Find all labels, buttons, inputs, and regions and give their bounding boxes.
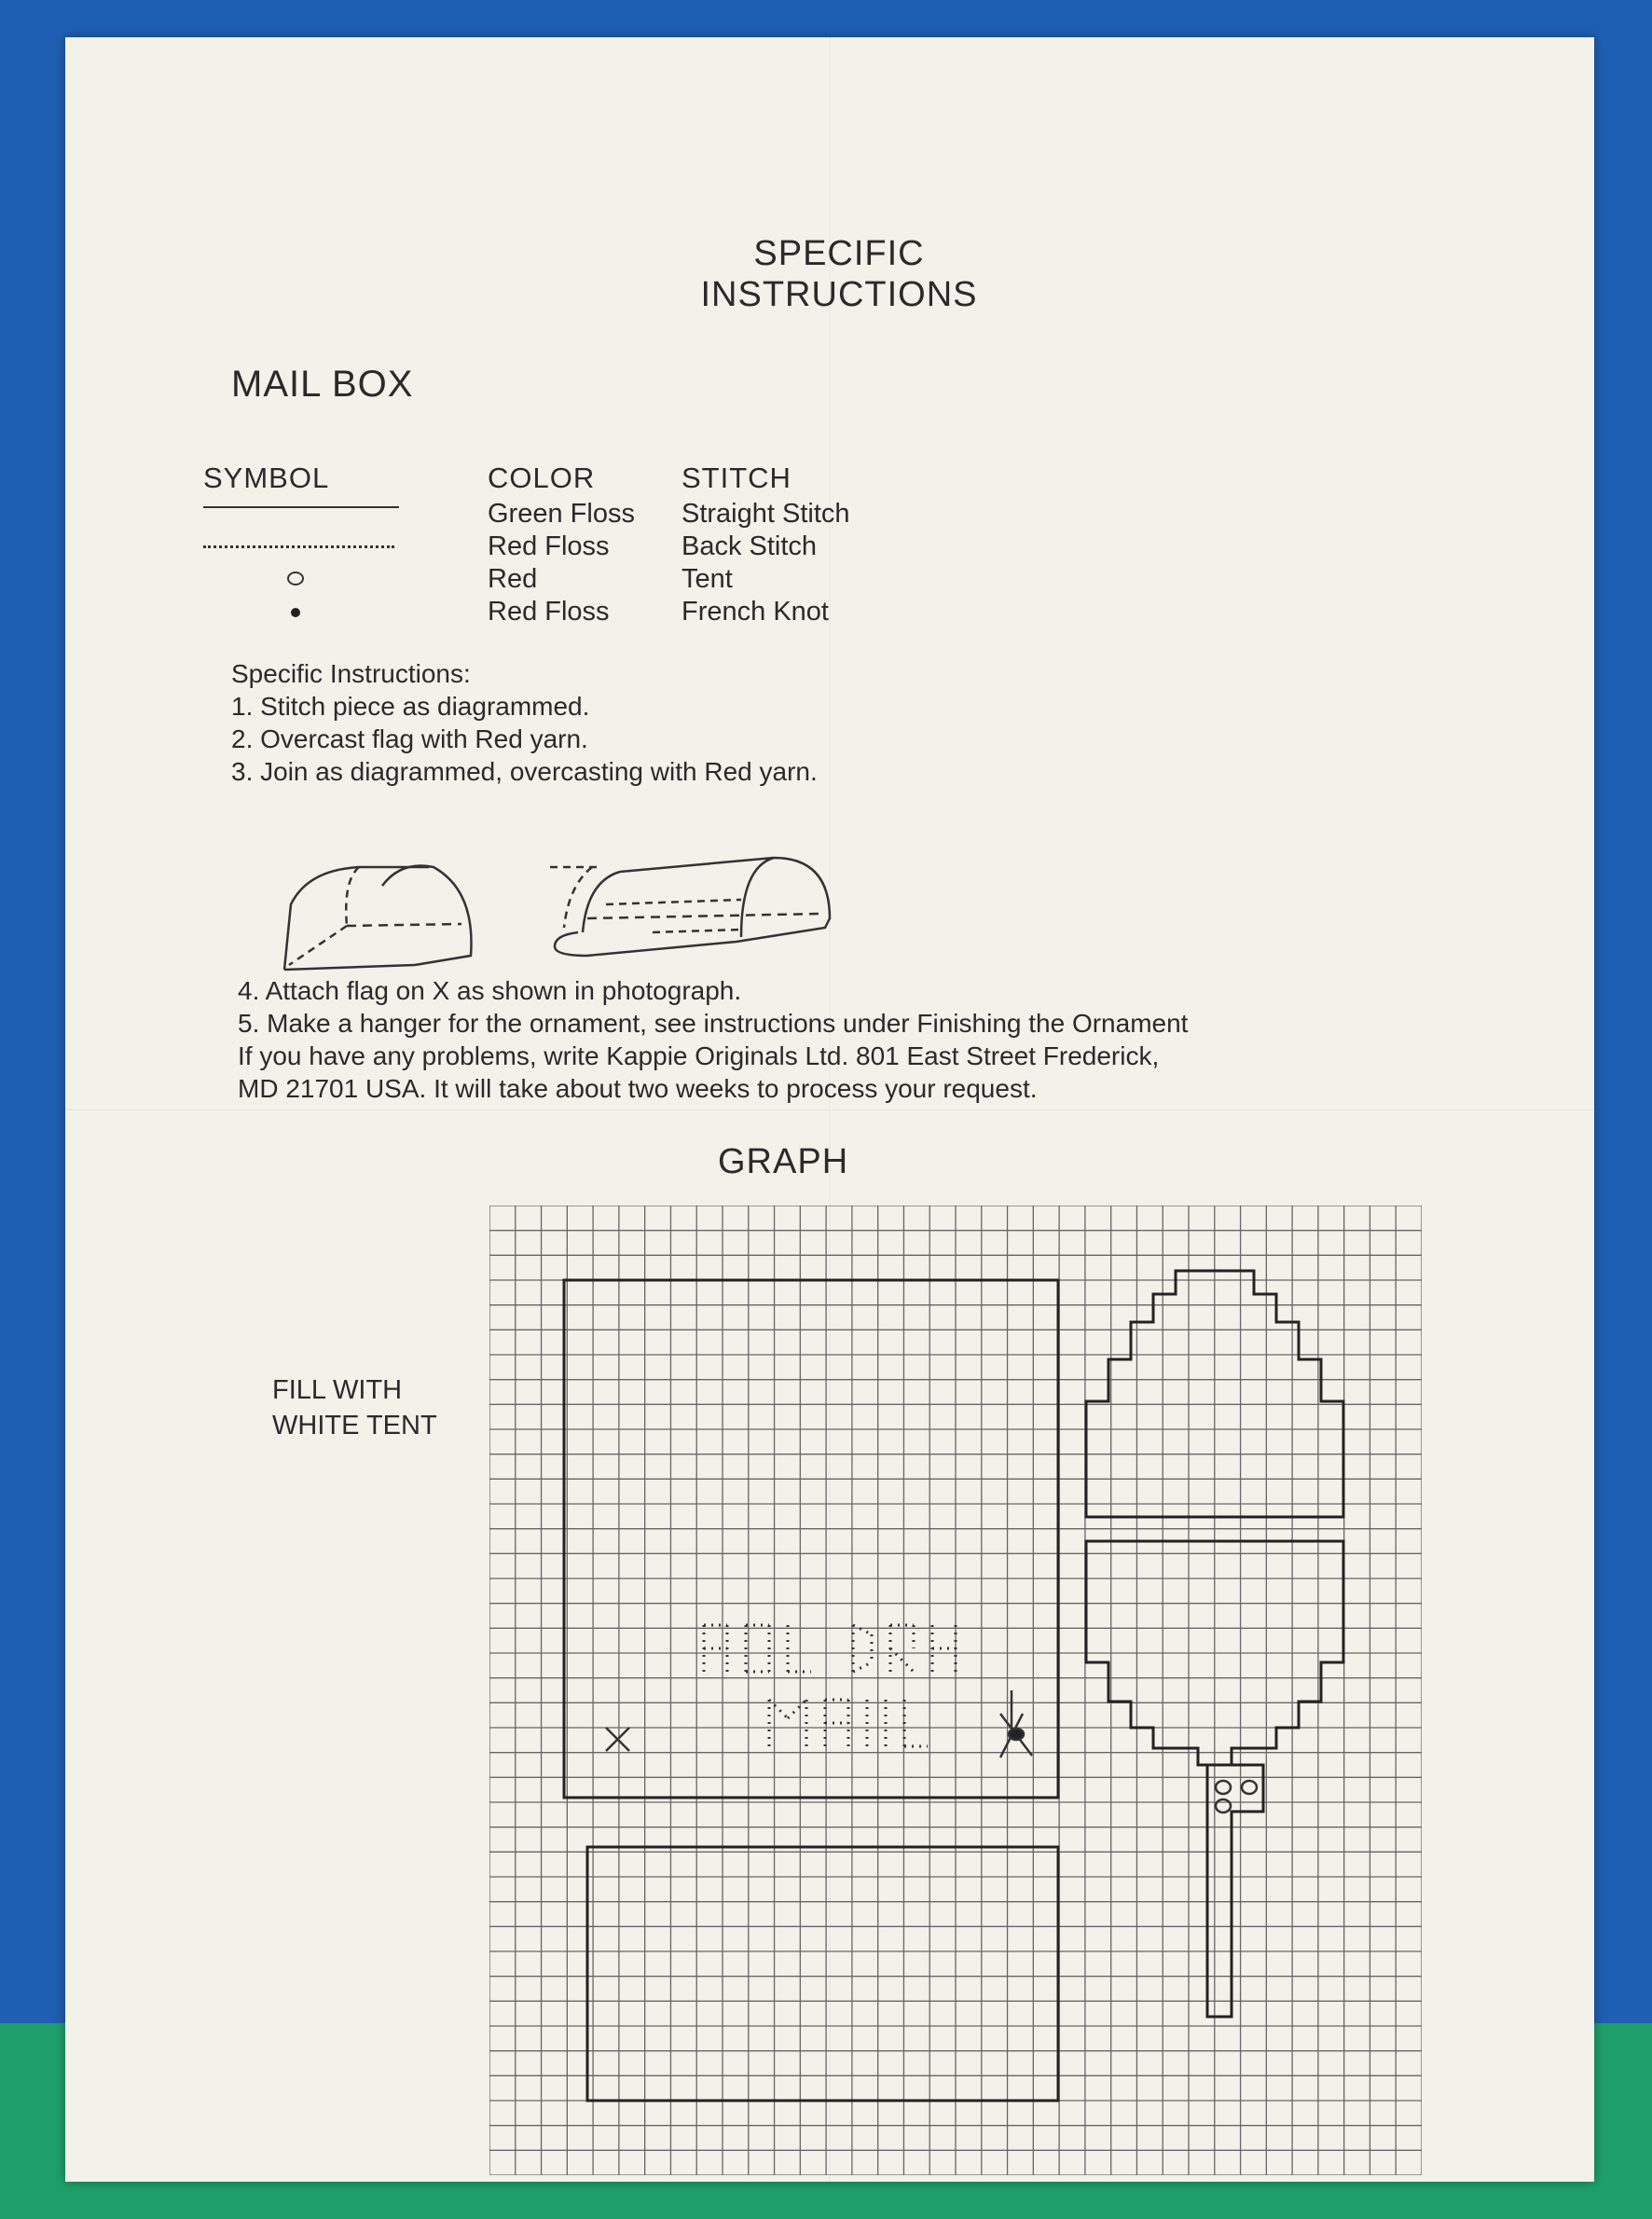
legend-stitch: Straight Stitch [681,499,850,529]
stitch-graph [489,1206,1422,2180]
instruction-step: 4. Attach flag on X as shown in photograph. [238,976,742,1005]
instruction-step: 2. Overcast flag with Red yarn. [231,724,588,753]
graph-title: GRAPH [718,1142,849,1181]
title-line-1: SPECIFIC [753,234,925,273]
legend-row [203,564,874,596]
legend-color: Red Floss [488,597,610,627]
legend-stitch: French Knot [681,597,829,627]
legend-color: Red Floss [488,531,610,561]
title-line-2: INSTRUCTIONS [700,275,978,314]
fill-note-line-2: WHITE TENT [272,1411,437,1440]
open-oval-icon [203,564,399,596]
legend-stitch: Tent [681,564,733,594]
legend-header-stitch: STITCH [681,462,792,494]
legend-row [203,597,874,628]
legend-header-symbol: SYMBOL [203,462,330,494]
specific-instructions [231,657,818,788]
legend-row [203,499,874,531]
lettering-stroke [853,1662,872,1672]
legend-color: Red [488,564,538,594]
specific-heading: Specific Instructions: [231,659,471,688]
mailbox-diagram [270,816,1091,979]
dotted-line-icon [203,531,399,563]
contact-line: If you have any problems, write Kappie Originals Ltd. 801 East Street Frederick, [238,1041,1160,1070]
additional-instructions [238,974,1188,1105]
graph-grid [489,1206,1422,2175]
instruction-step: 3. Join as diagrammed, overcasting with Red yarn. [231,757,818,786]
section-heading: MAIL BOX [231,364,414,405]
instruction-step: 5. Make a hanger for the ornament, see instructions under Finishing the Ornament [238,1009,1189,1038]
flag-tent-ovals [1216,1781,1257,1812]
assembly-diagrams [270,816,1091,984]
solid-line-icon [203,499,399,531]
instruction-sheet [65,37,1594,2182]
mailbox-front-panel [564,1280,1058,1798]
legend-color: Green Floss [488,499,635,529]
legend-stitch: Back Stitch [681,531,818,561]
x-mark [606,1728,629,1751]
lettering-stroke [890,1648,914,1672]
instruction-step: 1. Stitch piece as diagrammed. [231,692,590,721]
fill-note-line-1: FILL WITH [272,1375,403,1405]
lettering-stroke [853,1625,872,1634]
legend-row [203,531,874,563]
contact-line: MD 21701 USA. It will take about two weeks to process your request. [238,1074,1038,1103]
fill-note [272,1372,437,1443]
mailbox-bottom-panel [587,1847,1058,2101]
page-title [643,233,1035,315]
bee-motif [1000,1690,1032,1757]
legend-header-color: COLOR [488,462,596,494]
filled-dot-icon [203,597,399,628]
